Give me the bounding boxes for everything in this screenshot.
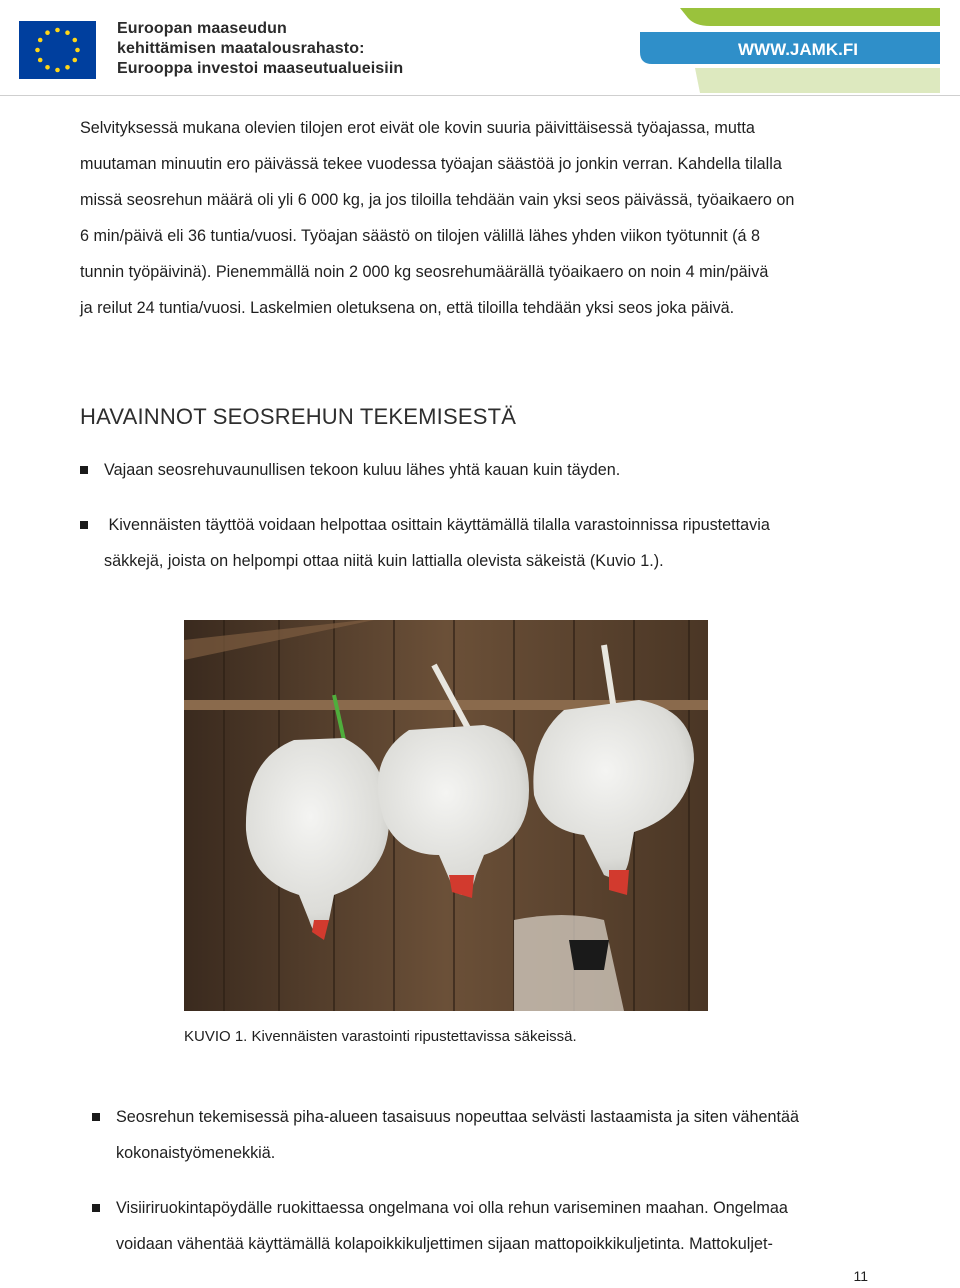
figure-caption: KUVIO 1. Kivennäisten varastointi ripustettavissa säkeissä. [184,1028,577,1045]
bullet-line: Vajaan seosrehuvaunullisen tekoon kuluu lähes yhtä kauan kuin täyden. [104,461,621,479]
page-number: 11 [853,1268,868,1284]
square-bullet-icon [80,466,88,474]
eu-funding-text [117,19,403,79]
page-header [0,0,960,96]
bullet-line: Visiiriruokintapöydälle ruokittaessa ongelmana voi olla rehun variseminen maahan. Ongelmaa [116,1199,788,1217]
jamk-logo-banner [640,8,950,93]
intro-line: tunnin työpäivinä). Pienemmällä noin 2 000 kg seosrehumäärällä työaikaero on noin 4 min/päivä [80,263,769,281]
green-stripe-icon [680,8,940,26]
bullet-line: voidaan vähentää käyttämällä kolapoikkikuljettimen sijaan mattopoikkikuljetinta. Mattokuljet- [116,1235,773,1253]
eu-line-3: Eurooppa investoi maaseutualueisiin [117,60,404,77]
list-item [80,452,620,488]
list-item [80,507,770,579]
jamk-url: WWW.JAMK.FI [738,40,858,59]
intro-line: ja reilut 24 tuntia/vuosi. Laskelmien oletuksena on, että tiloilla tehdään yksi seos joka päivä. [80,299,735,317]
eu-flag-icon [19,21,96,79]
hanging-sacks-photo [184,620,708,1011]
square-bullet-icon [92,1113,100,1121]
intro-line: muutaman minuutin ero päivässä tekee vuodessa työajan säästöä jo jonkin verran. Kahdella tilalla [80,155,782,173]
section-heading: HAVAINNOT SEOSREHUN TEKEMISESTÄ [80,404,517,429]
eu-line-1: Euroopan maaseudun [117,20,287,37]
intro-line: 6 min/päivä eli 36 tuntia/vuosi. Työajan säästö on tilojen välillä lähes yhden viikon työtunnit (á 8 [80,227,760,245]
bullet-line: kokonaistyömenekkiä. [116,1144,276,1162]
intro-paragraph [80,110,880,326]
intro-line: missä seosrehun määrä oli yli 6 000 kg, ja jos tiloilla tehdään vain yksi seos päivässä, työaikaero on [80,191,795,209]
bullet-line: säkkejä, joista on helpompi ottaa niitä kuin lattialla olevista säkeistä (Kuvio 1.). [104,552,664,570]
intro-line: Selvityksessä mukana olevien tilojen erot eivät ole kovin suuria päivittäisessä työajassa, mutta [80,119,755,137]
bullet-line: Kivennäisten täyttöä voidaan helpottaa osittain käyttämällä tilalla varastoinnissa ripustettavia [104,516,770,534]
square-bullet-icon [80,521,88,529]
square-bullet-icon [92,1204,100,1212]
bullet-line: Seosrehun tekemisessä piha-alueen tasaisuus nopeuttaa selvästi lastaamista ja siten vähentää [116,1108,799,1126]
list-item [92,1099,799,1171]
list-item [92,1190,788,1262]
header-divider [0,95,960,96]
eu-line-2: kehittämisen maatalousrahasto: [117,40,365,57]
